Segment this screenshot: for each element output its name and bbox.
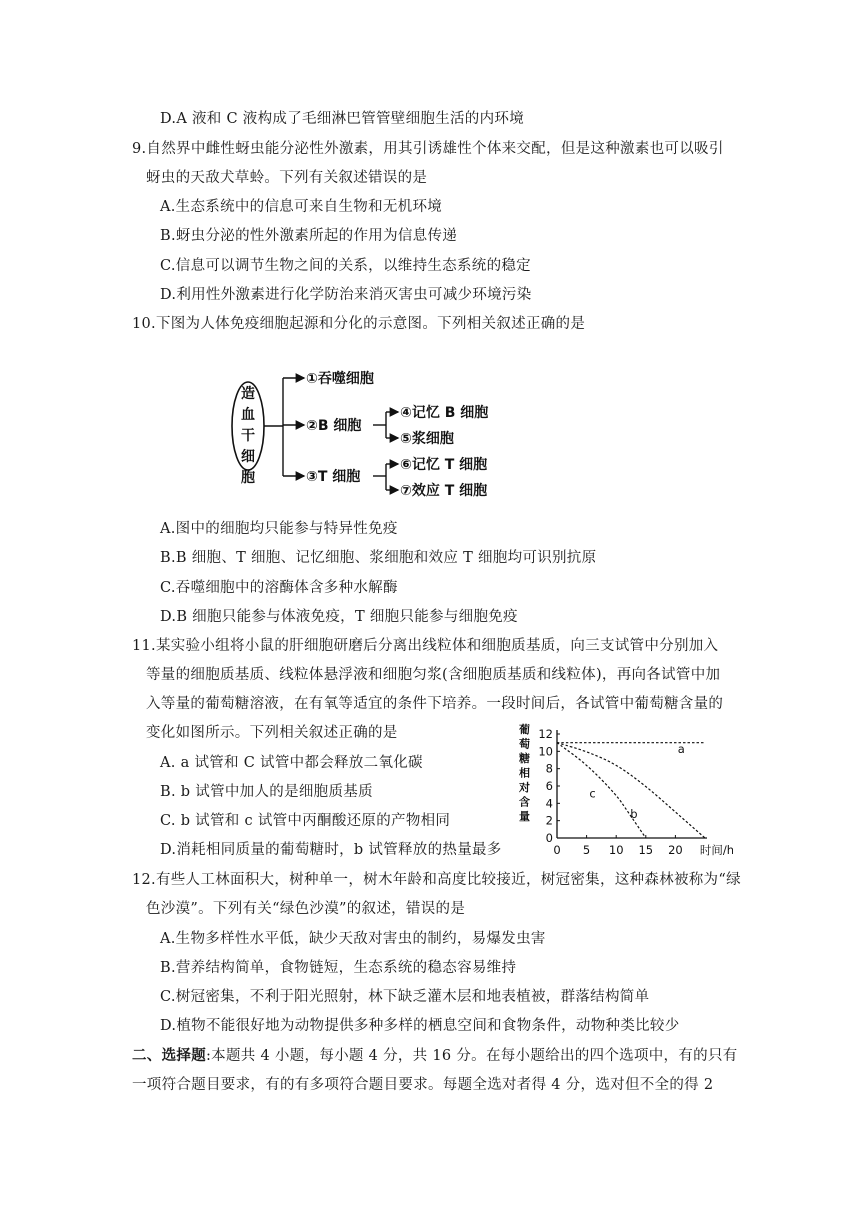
question-12-option-d: D.植物不能很好地为动物提供多种多样的栖息空间和食物条件，动物种类比较少	[160, 1018, 680, 1034]
section-2-instructions-cont: 一项符合题目要求，有的有多项符合题目要求。每题全选对者得 4 分，选对但不全的得 2	[132, 1077, 714, 1093]
question-11-option-c: C. b 试管和 c 试管中丙酮酸还原的产物相同	[160, 813, 451, 829]
question-11-option-a: A. a 试管和 C 试管中都会释放二氧化碳	[160, 755, 423, 771]
question-10-option-b: B.B 细胞、T 细胞、记忆细胞、浆细胞和效应 T 细胞均可识别抗原	[160, 550, 597, 566]
chart-series-label-b: b	[630, 807, 638, 822]
question-12-stem-2: 色沙漠”。下列有关“绿色沙漠”的叙述，错误的是	[146, 901, 466, 917]
question-12-option-c: C.树冠密集，不利于阳光照射，林下缺乏灌木层和地表植被，群落结构简单	[160, 989, 650, 1005]
chart-series-c	[557, 743, 646, 838]
question-11-stem-2: 等量的细胞质基质、线粒体悬浮液和细胞匀浆(含细胞质基质和线粒体)，再向各试管中加	[146, 667, 721, 683]
chart-y-tick-label: 2	[545, 813, 553, 828]
chart-ylabel-char: 相	[519, 766, 530, 780]
section-2-title: 二、选择题	[132, 1048, 206, 1064]
diagram-node-effector-t: ⑦效应 T 细胞	[400, 483, 488, 499]
chart-ylabel-char: 量	[519, 810, 530, 823]
question-11-stem: 11.某实验小组将小鼠的肝细胞研磨后分离出线粒体和细胞质基质，向三支试管中分别加入	[132, 638, 719, 654]
immune-cell-diagram	[228, 358, 528, 506]
diagram-origin-label: 造血干细胞	[241, 386, 255, 486]
chart-y-tick-label: 0	[545, 831, 553, 845]
question-10-option-a: A.图中的细胞均只能参与特异性免疫	[160, 521, 398, 537]
diagram-node-t-cell: ③T 细胞	[306, 469, 361, 485]
question-8-option-d: D.A 液和 C 液构成了毛细淋巴管管壁细胞生活的内环境	[160, 111, 525, 127]
chart-y-tick-label: 12	[538, 727, 553, 741]
question-10-stem: 10.下图为人体免疫细胞起源和分化的示意图。下列相关叙述正确的是	[132, 316, 586, 332]
question-12-stem: 12.有些人工林面积大，树种单一，树木年龄和高度比较接近，树冠密集，这种森林被称为“绿	[132, 872, 741, 888]
question-10-option-d: D.B 细胞只能参与体液免疫，T 细胞只能参与细胞免疫	[160, 609, 518, 625]
chart-series-label-c: c	[589, 786, 596, 801]
question-11-stem-3: 入等量的葡萄糖溶液，在有氧等适宜的条件下培养。一段时间后，各试管中葡萄糖含量的	[146, 696, 724, 712]
question-9-option-c: C.信息可以调节生物之间的关系，以维持生态系统的稳定	[160, 258, 531, 274]
question-11-stem-4: 变化如图所示。下列相关叙述正确的是	[146, 725, 398, 741]
question-9-option-a: A.生态系统中的信息可来自生物和无机环境	[160, 199, 443, 215]
chart-ylabel-char: 对	[519, 781, 530, 794]
chart-x-tick-label: 15	[638, 843, 654, 857]
chart-x-tick-label: 0	[553, 843, 561, 857]
chart-x-tick-label: 10	[608, 843, 624, 857]
diagram-node-memory-b: ④记忆 B 细胞	[400, 405, 489, 421]
chart-y-tick-label: 10	[538, 744, 553, 759]
chart-x-tick-label: 5	[582, 843, 591, 857]
chart-y-tick-label: 4	[545, 796, 553, 811]
question-12-option-b: B.营养结构简单，食物链短，生态系统的稳态容易维持	[160, 960, 517, 976]
question-11-option-d: D.消耗相同质量的葡萄糖时，b 试管释放的热量最多	[160, 842, 502, 858]
chart-ylabel	[518, 722, 530, 823]
question-11-option-b: B. b 试管中加人的是细胞质基质	[160, 784, 373, 800]
chart-y-tick-label: 6	[545, 779, 553, 793]
section-2-instructions: :本题共 4 小题，每小题 4 分，共 16 分。在每小题给出的四个选项中，有的只有	[206, 1048, 738, 1064]
chart-ylabel-char: 糖	[519, 752, 530, 765]
chart-y-tick-label: 8	[545, 761, 553, 776]
chart-x-tick-label: 20	[668, 843, 683, 857]
diagram-node-plasma: ⑤浆细胞	[400, 431, 454, 447]
glucose-chart-svg	[513, 722, 733, 866]
chart-ylabel-char: 葡	[519, 723, 530, 736]
diagram-node-phagocyte: ①吞噬细胞	[306, 371, 374, 387]
chart-series-b	[557, 743, 705, 838]
diagram-node-b-cell: ②B 细胞	[306, 418, 362, 434]
chart-series-label-a: a	[677, 742, 685, 757]
chart-x-axis-label: 时间/h	[699, 843, 733, 857]
question-9-option-b: B.蚜虫分泌的性外激素所起的作用为信息传递	[160, 228, 458, 244]
question-12-option-a: A.生物多样性水平低，缺少天敌对害虫的制约，易爆发虫害	[160, 931, 546, 947]
chart-ylabel-char: 含	[519, 795, 530, 809]
chart-ylabel-char: 萄	[519, 737, 530, 751]
question-9-stem-cont: 蚜虫的天敌犬草蛉。下列有关叙述错误的是	[146, 170, 428, 186]
glucose-chart	[513, 722, 733, 866]
diagram-node-memory-t: ⑥记忆 T 细胞	[400, 457, 488, 473]
question-10-option-c: C.吞噬细胞中的溶酶体含多种水解酶	[160, 580, 398, 596]
question-9-stem: 9.自然界中雌性蚜虫能分泌性外激素，用其引诱雄性个体来交配，但是这种激素也可以吸引	[132, 141, 724, 157]
section-2-heading-line	[132, 1046, 738, 1066]
question-9-option-d: D.利用性外激素进行化学防治来消灭害虫可减少环境污染	[160, 287, 532, 303]
